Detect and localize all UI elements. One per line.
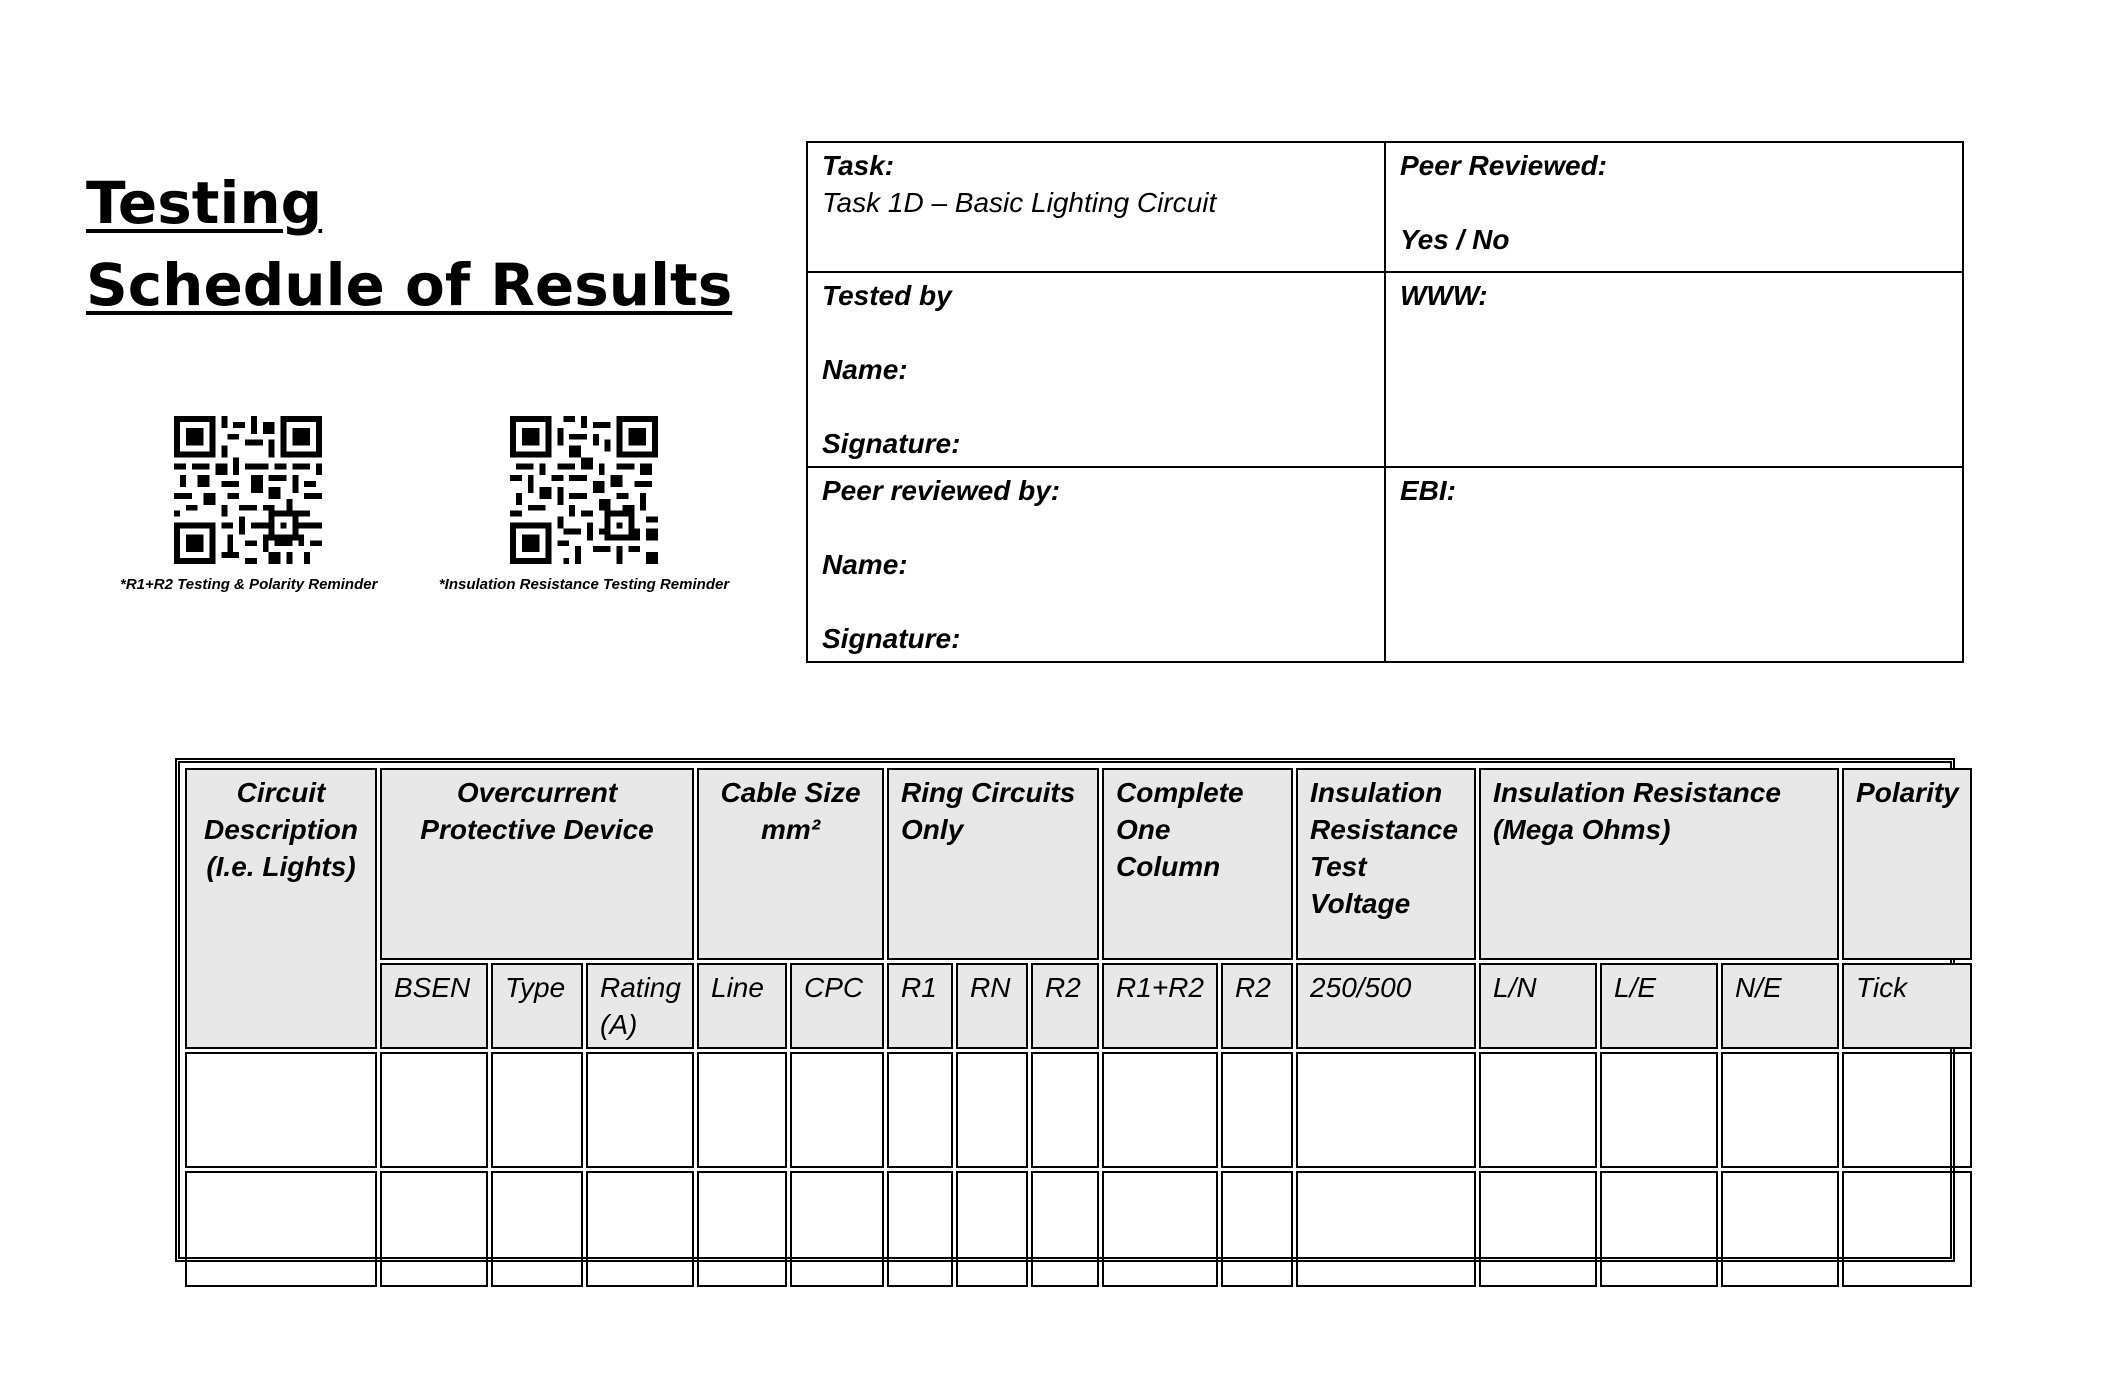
header-overcurrent-device: Overcurrent Protective Device: [380, 768, 694, 960]
header-insulation-test-voltage: Insulation Resistance Test Voltage: [1296, 768, 1476, 960]
tested-by-label: Tested by: [822, 280, 952, 311]
entry-cell[interactable]: [956, 1171, 1028, 1287]
tested-by-name-label: Name:: [822, 354, 908, 385]
table-row: [185, 1171, 1972, 1287]
entry-cell[interactable]: [185, 1052, 377, 1168]
entry-cell[interactable]: [491, 1171, 583, 1287]
entry-cell[interactable]: [1102, 1171, 1218, 1287]
entry-cell[interactable]: [185, 1171, 377, 1287]
entry-cell[interactable]: [1296, 1052, 1476, 1168]
table-row: [185, 1052, 1972, 1168]
peer-reviewed-by-signature-label: Signature:: [822, 623, 961, 654]
entry-cell[interactable]: [380, 1052, 488, 1168]
entry-cell[interactable]: [1600, 1171, 1718, 1287]
entry-cell[interactable]: [380, 1171, 488, 1287]
header-ring-circuits: Ring Circuits Only: [887, 768, 1099, 960]
results-table: [182, 765, 1975, 1290]
entry-cell[interactable]: [1031, 1171, 1099, 1287]
entry-cell[interactable]: [956, 1052, 1028, 1168]
task-info-table: [806, 141, 1964, 663]
tested-by-cell: [807, 272, 1385, 467]
header-circuit-description: Circuit Description (I.e. Lights): [185, 768, 377, 1049]
subheader-type: Type: [491, 963, 583, 1049]
entry-cell[interactable]: [1221, 1171, 1293, 1287]
peer-reviewed-label: Peer Reviewed:: [1400, 150, 1607, 181]
entry-cell[interactable]: [887, 1171, 953, 1287]
entry-cell[interactable]: [1842, 1052, 1972, 1168]
entry-cell[interactable]: [790, 1171, 884, 1287]
tested-by-signature-label: Signature:: [822, 428, 961, 459]
entry-cell[interactable]: [1600, 1052, 1718, 1168]
subheader-rn: RN: [956, 963, 1028, 1049]
qr-code-icon: [174, 416, 322, 564]
entry-cell[interactable]: [1102, 1052, 1218, 1168]
subheader-tick: Tick: [1842, 963, 1972, 1049]
peer-reviewed-by-name-label: Name:: [822, 549, 908, 580]
ebi-label: EBI:: [1400, 475, 1456, 506]
subheader-line: Line: [697, 963, 787, 1049]
page-title: [86, 162, 732, 326]
task-label: Task:: [822, 150, 895, 181]
title-line-2: Schedule of Results: [86, 251, 733, 319]
entry-cell[interactable]: [697, 1052, 787, 1168]
subheader-n-e: N/E: [1721, 963, 1839, 1049]
subheader-r2: R2: [1221, 963, 1293, 1049]
subheader-bsen: BSEN: [380, 963, 488, 1049]
header-polarity: Polarity: [1842, 768, 1972, 960]
entry-cell[interactable]: [1721, 1171, 1839, 1287]
entry-cell[interactable]: [586, 1052, 694, 1168]
entry-cell[interactable]: [1296, 1171, 1476, 1287]
subheader-l-e: L/E: [1600, 963, 1718, 1049]
header-complete-one-column: Complete One Column: [1102, 768, 1293, 960]
entry-cell[interactable]: [586, 1171, 694, 1287]
task-value: Task 1D – Basic Lighting Circuit: [822, 187, 1217, 218]
header-cable-size: Cable Size mm²: [697, 768, 884, 960]
results-table-frame: [175, 758, 1959, 1262]
ebi-cell: [1385, 467, 1963, 662]
entry-cell[interactable]: [1479, 1171, 1597, 1287]
task-cell: [807, 142, 1385, 272]
entry-cell[interactable]: [1842, 1171, 1972, 1287]
peer-reviewed-by-cell: [807, 467, 1385, 662]
subheader-cpc: CPC: [790, 963, 884, 1049]
entry-cell[interactable]: [491, 1052, 583, 1168]
subheader-rating: Rating (A): [586, 963, 694, 1049]
qr-caption-insulation: *Insulation Resistance Testing Reminder: [438, 576, 730, 593]
qr-caption-r1r2: *R1+R2 Testing & Polarity Reminder: [120, 576, 378, 593]
qr-code-icon: [510, 416, 658, 564]
peer-reviewed-cell: [1385, 142, 1963, 272]
entry-cell[interactable]: [1479, 1052, 1597, 1168]
subheader-test-voltage: 250/500: [1296, 963, 1476, 1049]
peer-reviewed-by-label: Peer reviewed by:: [822, 475, 1061, 506]
entry-cell[interactable]: [790, 1052, 884, 1168]
subheader-r2-ring: R2: [1031, 963, 1099, 1049]
www-label: WWW:: [1400, 280, 1488, 311]
www-cell: [1385, 272, 1963, 467]
peer-reviewed-value: Yes / No: [1400, 224, 1510, 255]
subheader-r1: R1: [887, 963, 953, 1049]
subheader-l-n: L/N: [1479, 963, 1597, 1049]
title-line-1: Testing: [86, 169, 323, 237]
entry-cell[interactable]: [697, 1171, 787, 1287]
entry-cell[interactable]: [887, 1052, 953, 1168]
entry-cell[interactable]: [1721, 1052, 1839, 1168]
subheader-r1-plus-r2: R1+R2: [1102, 963, 1218, 1049]
header-insulation-resistance: Insulation Resistance (Mega Ohms): [1479, 768, 1839, 960]
entry-cell[interactable]: [1221, 1052, 1293, 1168]
entry-cell[interactable]: [1031, 1052, 1099, 1168]
